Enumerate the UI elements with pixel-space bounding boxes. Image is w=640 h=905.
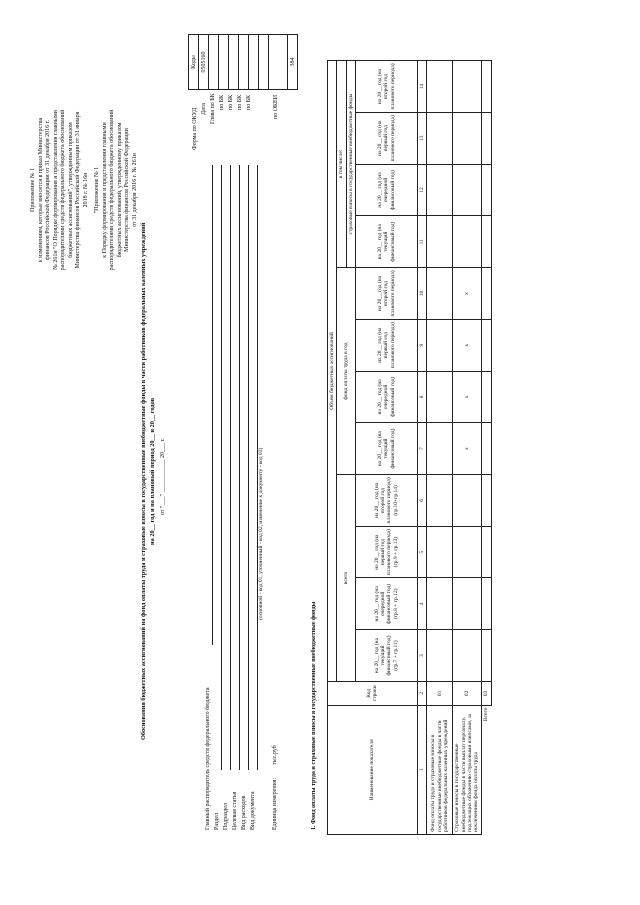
cell xyxy=(481,423,491,475)
cell xyxy=(453,216,481,268)
okud-code: 0505160 xyxy=(199,35,209,90)
header-name: Наименование показателя xyxy=(328,705,418,834)
col-10-header: на 20__ год (на второй год планового периода) xyxy=(355,268,417,320)
header-incl: в том числе: xyxy=(337,61,346,268)
col-6-header: на 20__ год (на второй год планового периода) (гр.10+гр.14) xyxy=(355,475,417,527)
appendix-line: № 261н "О Порядке формирования и представления главными xyxy=(52,110,59,270)
cell xyxy=(453,164,481,216)
appendix-line: бюджетных ассигнований", утвержденным приказом xyxy=(67,122,74,258)
column-number: 9 xyxy=(417,319,426,371)
doc-type-hint: (основной - код 01, уточненный - код 02, изменение к документу - код 03) xyxy=(258,447,264,620)
cell xyxy=(427,319,453,371)
code-cell xyxy=(249,35,259,90)
x-mark: x xyxy=(453,319,481,371)
col-11-header: на 20__ год (на текущий финансовый год) xyxy=(355,216,417,268)
header-fot: фонд оплаты труда в год xyxy=(337,268,356,475)
appendix-line: распорядителями средств федерального бюджета обоснований xyxy=(109,109,115,271)
fill-line xyxy=(248,165,249,770)
col-9-header: на 20__ год (на первый год планового периода) xyxy=(355,319,417,371)
date-label: Дата xyxy=(201,103,207,115)
unit-label: Единица измерения: xyxy=(272,777,278,830)
col-12-header: на 20__ год (на очередной финансовый год) xyxy=(355,164,417,216)
cell xyxy=(427,578,453,630)
cell xyxy=(481,578,491,630)
code-label-0: Глава по БК xyxy=(210,93,216,124)
x-mark: x xyxy=(453,423,481,475)
column-number: 12 xyxy=(417,164,426,216)
cell xyxy=(427,268,453,320)
appendix-note xyxy=(30,65,139,315)
column-number: 7 xyxy=(417,423,426,475)
appendix-line: "Приложение № 1 xyxy=(94,166,100,214)
column-numbers-row xyxy=(417,61,426,835)
x-mark: x xyxy=(453,268,481,320)
code-label-1: по БК xyxy=(219,94,225,110)
col-3-header: на 20__ год (на текущий финансовый год) (гр.7 + гр.11) xyxy=(355,630,417,682)
label-doc-type: Вид документа xyxy=(250,791,256,830)
appendix-line: к Порядку формирования и представления главными xyxy=(101,122,108,258)
cell xyxy=(481,112,491,164)
appendix-line: финансов Российской Федерации от 31 декабря 2016 г. xyxy=(45,120,51,260)
column-number: 4 xyxy=(417,578,426,630)
appendix-line: распорядителями средств федерального бюджета обоснований xyxy=(60,109,66,271)
cell xyxy=(453,578,481,630)
label-grbs: Главный распорядитель средств федерального бюджета xyxy=(205,687,211,830)
row-code: 03 xyxy=(481,681,491,705)
cell xyxy=(427,216,453,268)
fill-line xyxy=(221,165,222,770)
cell xyxy=(481,630,491,682)
column-number: 10 xyxy=(417,268,426,320)
column-number: 2 xyxy=(417,681,426,705)
column-number: 8 xyxy=(417,371,426,423)
appendix-line: Министерства финансов Российской Федерации от 31 января xyxy=(75,111,81,269)
header-volume: Объем бюджетных ассигнований xyxy=(328,61,337,682)
code-cell xyxy=(229,35,239,90)
form-subtitle: на 20__ год и на плановый период 20__ и 20__ годов xyxy=(149,397,156,545)
col-13-header: на 20__ год (на первый год планового периода) xyxy=(355,112,417,164)
okei-label: по ОКЕИ xyxy=(273,94,279,119)
cell xyxy=(481,319,491,371)
table-row-total xyxy=(481,61,491,835)
row-name: Страховые взносы в государственные внебюджетные фонды в части выплат персоналу, подлежащих обложению страховыми взносами, за исключением фонда оплаты труда xyxy=(453,705,481,834)
cell xyxy=(481,61,491,113)
label-expense-type: Вид расходов xyxy=(241,795,247,830)
code-cell xyxy=(269,35,279,90)
okei-code: 384 xyxy=(288,35,298,90)
column-number: 14 xyxy=(417,61,426,113)
appendix-line: к изменениям, которые вносятся в приказ Министерства xyxy=(37,117,44,263)
appendix-line: от 31 декабря 2016 г. № 261н xyxy=(131,153,138,227)
label-section: Раздел xyxy=(214,813,220,830)
header-insurance: страховые взносы в государственные внебюджетные фонды xyxy=(346,61,355,268)
cell xyxy=(481,164,491,216)
code-cell xyxy=(278,35,288,90)
table-row xyxy=(427,61,453,835)
cell xyxy=(453,630,481,682)
header-total: всего xyxy=(337,475,356,682)
code-cell xyxy=(209,35,219,90)
cell xyxy=(453,112,481,164)
code-cell xyxy=(219,35,229,90)
cell xyxy=(427,423,453,475)
col-4-header: на 20__ год (на очередной финансовый год) (гр.8 + гр.12) xyxy=(355,578,417,630)
code-label-2: по БК xyxy=(228,94,234,110)
code-cell xyxy=(239,35,249,90)
codes-box xyxy=(188,34,298,90)
unit-value: тыс.руб xyxy=(272,745,278,765)
row-code: 02 xyxy=(453,681,481,705)
header-code: Код строки xyxy=(328,681,418,705)
cell xyxy=(481,526,491,578)
appendix-line: Приложение № 1 xyxy=(30,168,36,212)
col-14-header: на 20__ год (на второй год планового периода) xyxy=(355,61,417,113)
cell xyxy=(453,475,481,527)
x-mark: x xyxy=(453,371,481,423)
cell xyxy=(427,112,453,164)
code-label-4: по БК xyxy=(246,94,252,110)
column-number: 13 xyxy=(417,112,426,164)
codes-header: Коды xyxy=(189,35,199,90)
form-date: от "___" ___________ 20___ г. xyxy=(160,438,166,515)
okud-label: Форма по ОКУД xyxy=(192,107,198,150)
appendix-line: 2018 г. № 16н xyxy=(82,172,89,208)
code-label-3: по БК xyxy=(237,94,243,110)
fill-line xyxy=(230,165,231,770)
main-table xyxy=(327,60,492,835)
cell xyxy=(481,268,491,320)
cell xyxy=(453,61,481,113)
row-code: 01 xyxy=(427,681,453,705)
column-number: 3 xyxy=(417,630,426,682)
appendix-line: Министерства финансов Российской Федерации xyxy=(124,128,130,252)
cell xyxy=(453,526,481,578)
col-7-header: на 20__ год (на текущий финансовый год) xyxy=(355,423,417,475)
label-target: Целевая статья xyxy=(232,791,238,830)
appendix-line: бюджетных ассигнований, утвержденному приказом xyxy=(116,122,123,258)
total-label: Всего xyxy=(483,707,490,722)
fill-line xyxy=(239,165,240,770)
column-number: 5 xyxy=(417,526,426,578)
fill-line xyxy=(212,165,213,645)
cell xyxy=(427,164,453,216)
cell xyxy=(427,475,453,527)
row-name: Фонд оплаты труда и страховые взносы в государственные внебюджетные фонды в части работников федеральных казенных учреждений xyxy=(427,705,453,834)
section-title: 1. Фонд оплаты труда и страховые взносы в государственные внебюджетные фонды xyxy=(311,601,317,830)
label-subsection: Подраздел xyxy=(223,803,229,830)
column-number: 11 xyxy=(417,216,426,268)
col-5-header: на 20__ год (на первый год планового периода) (гр.9 + гр.13) xyxy=(355,526,417,578)
cell xyxy=(481,216,491,268)
table-row xyxy=(453,61,481,835)
col-8-header: на 20__ год (на очередной финансовый год) xyxy=(355,371,417,423)
cell xyxy=(481,371,491,423)
column-number: 1 xyxy=(417,705,426,834)
cell xyxy=(427,630,453,682)
code-cell xyxy=(259,35,269,90)
column-number: 6 xyxy=(417,475,426,527)
cell xyxy=(427,371,453,423)
form-title: Обоснования бюджетных ассигнований на фонд оплаты труда и страховые взносы в государственные внебюджетные фонды в части работников федеральных казенных учреждений xyxy=(140,222,147,740)
cell xyxy=(481,475,491,527)
cell xyxy=(427,61,453,113)
cell xyxy=(427,526,453,578)
